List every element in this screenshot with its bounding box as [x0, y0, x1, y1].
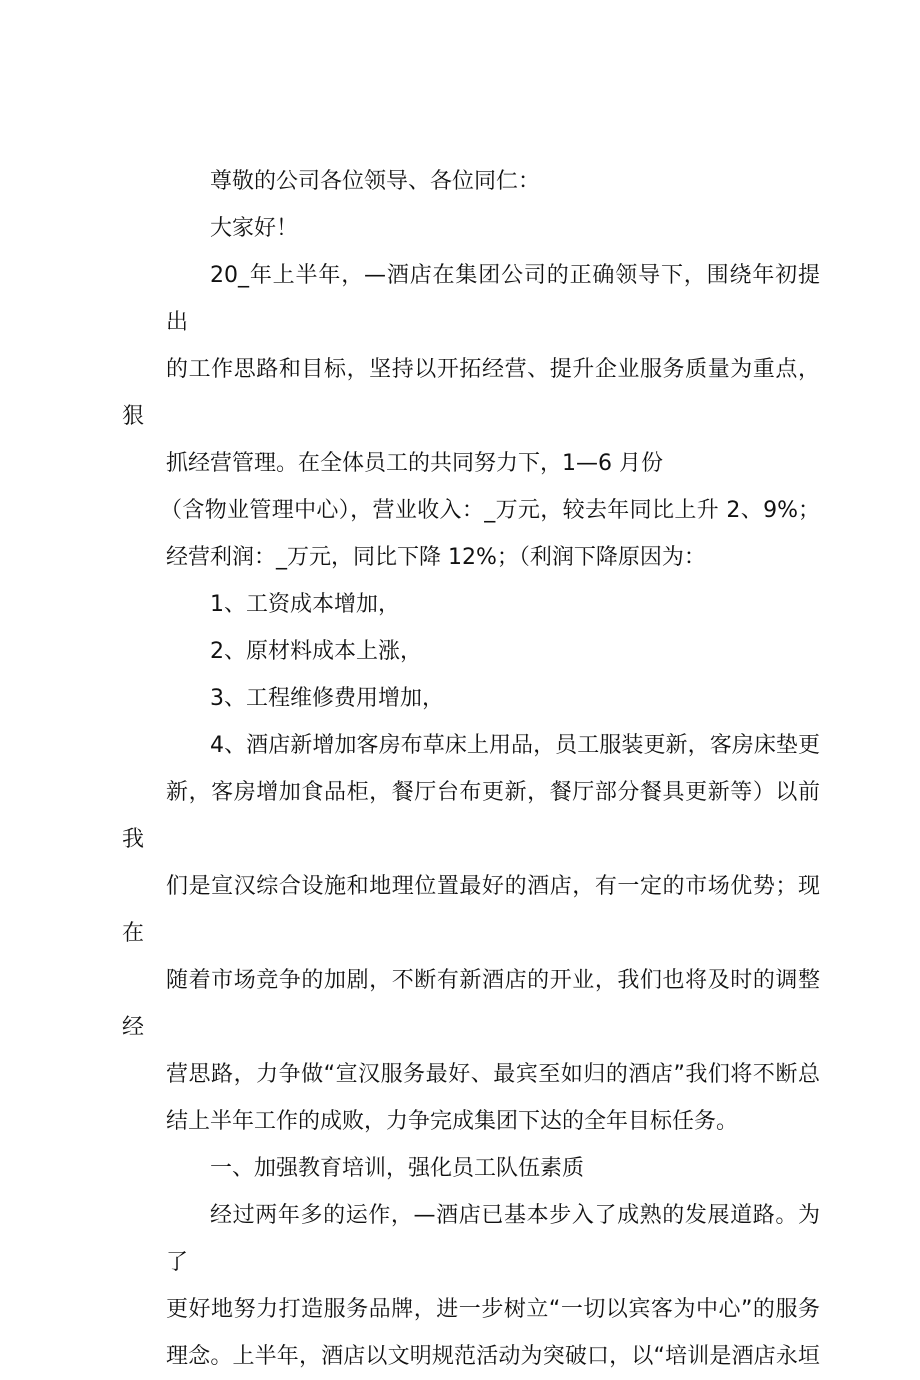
reason-4-paragraph	[122, 722, 820, 1145]
intro-line-4: （含物业管理中心），营业收入：_万元，较去年同比上升 2、9%；	[160, 498, 820, 523]
reason-2-paragraph	[122, 628, 820, 675]
section-1-body-paragraph	[122, 1192, 820, 1380]
salutation-paragraph	[122, 158, 820, 205]
greeting-paragraph	[122, 205, 820, 252]
section-1-body-line-3: 理念。上半年，酒店以文明规范活动为突破口，以“培训是酒店永垣	[166, 1344, 820, 1369]
intro-line-5: 经营利润：_万元，同比下降 12%；（利润下降原因为：	[166, 545, 706, 570]
intro-paragraph	[122, 252, 820, 581]
reason-4-line-1: 4、酒店新增加客房布草床上用品，员工服装更新，客房床垫更	[210, 733, 820, 758]
reason-4-line-6: 结上半年工作的成败，力争完成集团下达的全年目标任务。	[166, 1109, 739, 1134]
reason-3-line: 3、工程维修费用增加，	[210, 686, 444, 711]
reason-3-paragraph	[122, 675, 820, 722]
reason-4-line-4: 随着市场竞争的加剧，不断有新酒店的开业，我们也将及时的调整经	[122, 968, 820, 1040]
section-1-body-line-1: 经过两年多的运作，—酒店已基本步入了成熟的发展道路。为了	[166, 1203, 820, 1275]
section-1-heading: 一、加强教育培训，强化员工队伍素质	[210, 1156, 585, 1181]
section-1-body-line-2: 更好地努力打造服务品牌，进一步树立“一切以宾客为中心”的服务	[166, 1297, 820, 1322]
reason-1-paragraph	[122, 581, 820, 628]
document-body	[122, 158, 820, 1380]
reason-1-line: 1、工资成本增加，	[210, 592, 400, 617]
salutation-line: 尊敬的公司各位领导、各位同仁：	[210, 169, 541, 194]
reason-4-line-2: 新，客房增加食品柜，餐厅台布更新，餐厅部分餐具更新等）以前我	[122, 780, 820, 852]
intro-line-3: 抓经营管理。在全体员工的共同努力下，1—6 月份	[166, 451, 663, 476]
intro-line-1: 20_年上半年，—酒店在集团公司的正确领导下，围绕年初提出	[166, 263, 820, 335]
greeting-line: 大家好！	[210, 216, 299, 241]
section-1-heading-paragraph	[122, 1145, 820, 1192]
reason-4-line-5: 营思路，力争做“宣汉服务最好、最宾至如归的酒店”我们将不断总	[166, 1062, 820, 1087]
intro-line-2: 的工作思路和目标，坚持以开拓经营、提升企业服务质量为重点，狠	[122, 357, 820, 429]
reason-4-line-3: 们是宣汉综合设施和地理位置最好的酒店，有一定的市场优势；现在	[122, 874, 820, 946]
reason-2-line: 2、原材料成本上涨，	[210, 639, 422, 664]
